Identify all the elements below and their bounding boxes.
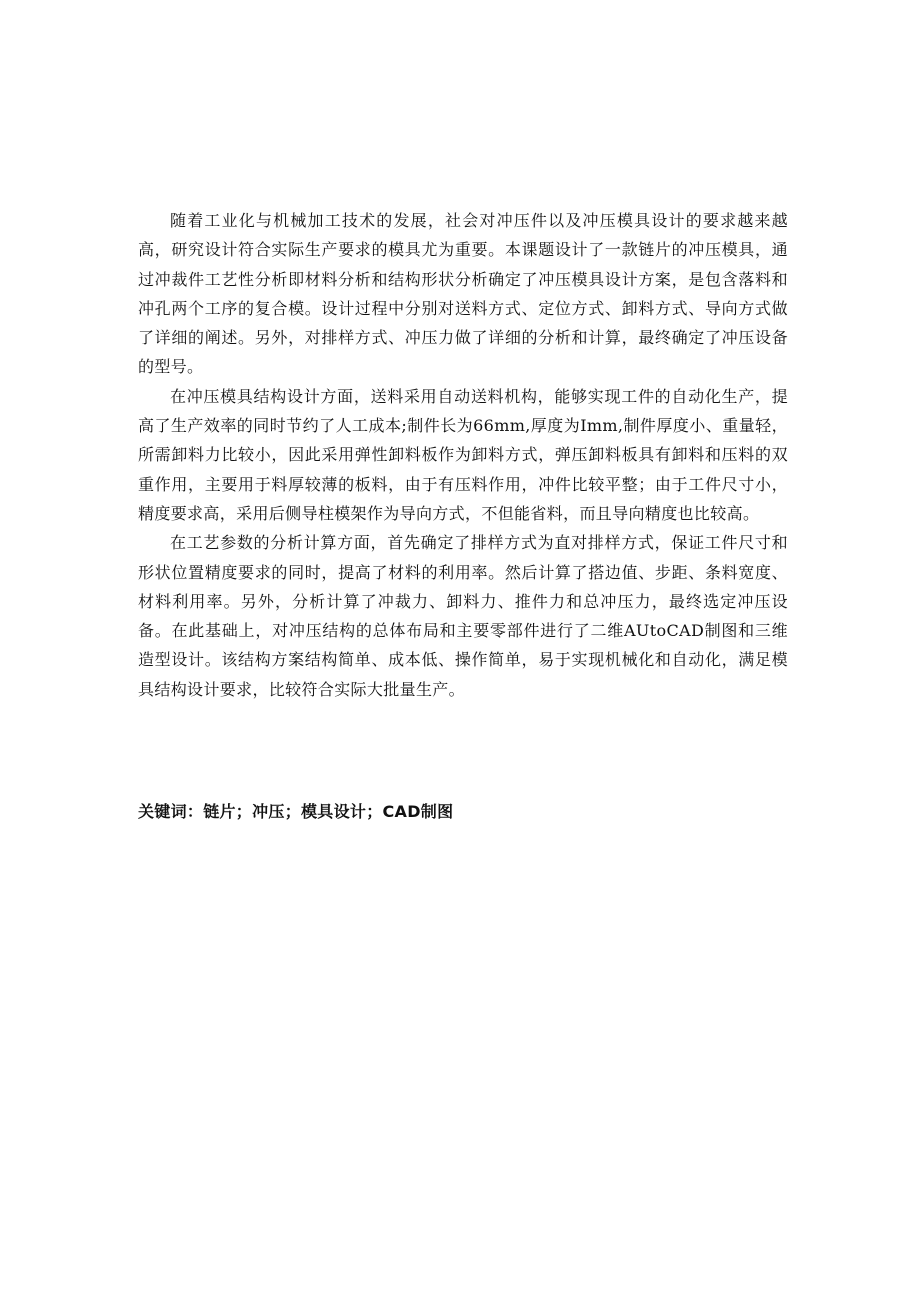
abstract-paragraph-1: 随着工业化与机械加工技术的发展，社会对冲压件以及冲压模具设计的要求越来越高，研究设计符合实际生产要求的模具尤为重要。本课题设计了一款链片的冲压模具，通过冲裁件工艺性分析即材料分析和结构形状分析确定了冲压模具设计方案，是包含落料和冲孔两个工序的复合模。设计过程中分别对送料方式、定位方式、卸料方式、导向方式做了详细的阐述。另外，对排样方式、冲压力做了详细的分析和计算，最终确定了冲压设备的型号。 bbox=[138, 211, 788, 377]
abstract-paragraph-3: 在工艺参数的分析计算方面，首先确定了排样方式为直对排样方式，保证工件尺寸和形状位置精度要求的同时，提高了材料的利用率。然后计算了搭边值、步距、条料宽度、材料利用率。另外，分析计算了冲裁力、卸料力、推件力和总冲压力，最终选定冲压设备。在此基础上，对冲压结构的总体布局和主要零部件进行了二维AUtoCAD制图和三维造型设计。该结构方案结构简单、成本低、操作简单，易于实现机械化和自动化，满足模具结构设计要求，比较符合实际大批量生产。 bbox=[138, 533, 788, 699]
abstract-body bbox=[138, 206, 788, 704]
abstract-paragraph-2: 在冲压模具结构设计方面，送料采用自动送料机构，能够实现工件的自动化生产，提高了生产效率的同时节约了人工成本;制件长为66mm,厚度为Imm,制件厚度小、重量轻，所需卸料力比较小，因此采用弹性卸料板作为卸料方式，弹压卸料板具有卸料和压料的双重作用，主要用于料厚较薄的板料，由于有压料作用，冲件比较平整；由于工件尺寸小，精度要求高，采用后侧导柱模架作为导向方式，不但能省料，而且导向精度也比较高。 bbox=[138, 386, 788, 523]
keywords-line: 关键词：链片；冲压；模具设计；CAD制图 bbox=[138, 802, 454, 821]
